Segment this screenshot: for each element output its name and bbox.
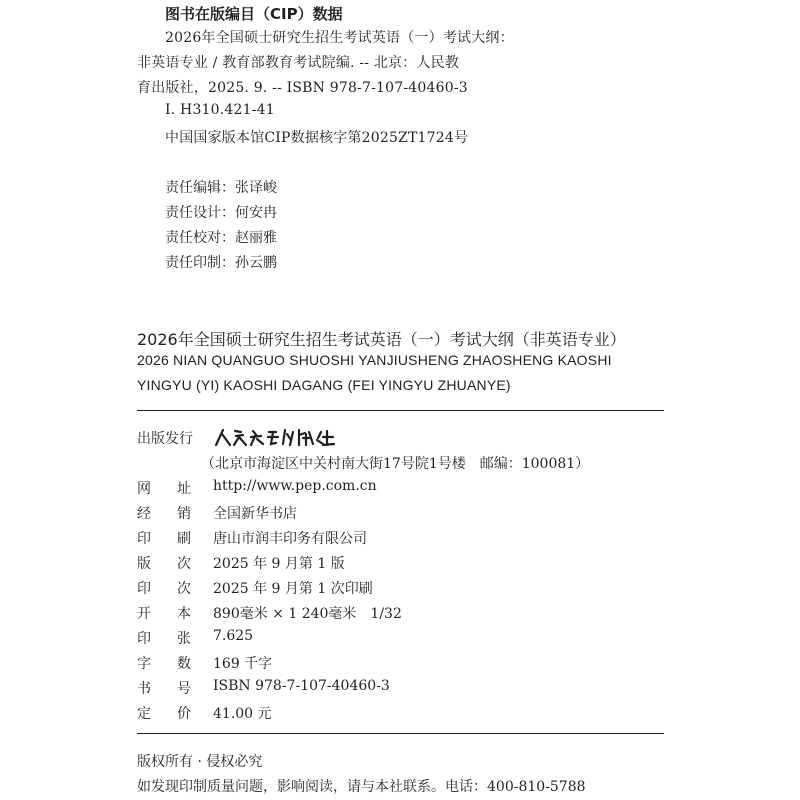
staff-name: 张译峻 bbox=[235, 180, 277, 196]
staff-designer bbox=[165, 202, 277, 222]
staff-label: 责任印制： bbox=[165, 255, 235, 271]
publisher-calligraphy-logo bbox=[213, 426, 353, 448]
book-title-pinyin-2: YINGYU (YI) KAOSHI DAGANG (FEI YINGYU ZHUANYE) bbox=[137, 377, 511, 393]
staff-editor bbox=[165, 177, 277, 197]
staff-label: 责任编辑： bbox=[165, 180, 235, 196]
staff-name: 赵丽雅 bbox=[235, 230, 277, 246]
staff-label: 责任设计： bbox=[165, 205, 235, 221]
cip-line-2: 非英语专业 / 教育部教育考试院编. -- 北京：人民教 bbox=[137, 55, 460, 71]
book-title-pinyin-1: 2026 NIAN QUANGUO SHUOSHI YANJIUSHENG ZHAOSHENG KAOSHI bbox=[137, 352, 612, 368]
staff-label: 责任校对： bbox=[165, 230, 235, 246]
staff-print-manager bbox=[165, 252, 277, 272]
book-title: 2026年全国硕士研究生招生考试英语（一）考试大纲（非英语专业） bbox=[137, 330, 626, 349]
cip-line-1: 2026年全国硕士研究生招生考试英语（一）考试大纲： bbox=[165, 30, 514, 46]
divider-top bbox=[137, 410, 664, 411]
cip-classification: Ⅰ. H310.421-41 bbox=[165, 102, 275, 118]
quality-contact-notice: 如发现印制质量问题，影响阅读，请与本社联系。电话：400-810-5788 bbox=[137, 779, 586, 795]
copyright-notice: 版权所有 · 侵权必究 bbox=[137, 754, 263, 770]
publisher-address: （北京市海淀区中关村南大街17号院1号楼 邮编：100081） bbox=[201, 456, 590, 472]
staff-name: 何安冉 bbox=[235, 205, 277, 221]
staff-proofreader bbox=[165, 227, 277, 247]
cip-line-3: 育出版社，2025. 9. -- ISBN 978-7-107-40460-3 bbox=[137, 80, 468, 96]
cip-record-number: 中国国家版本馆CIP数据核字第2025ZT1724号 bbox=[165, 130, 469, 146]
publisher-label: 出版发行 bbox=[137, 431, 193, 447]
staff-name: 孙云鹏 bbox=[235, 255, 277, 271]
imprint-publisher-row bbox=[137, 428, 664, 448]
divider-bottom bbox=[137, 733, 664, 734]
cip-heading: 图书在版编目（CIP）数据 bbox=[165, 5, 343, 23]
publisher-logo bbox=[213, 426, 353, 452]
website-link[interactable]: http://www.pep.com.cn bbox=[213, 478, 377, 494]
